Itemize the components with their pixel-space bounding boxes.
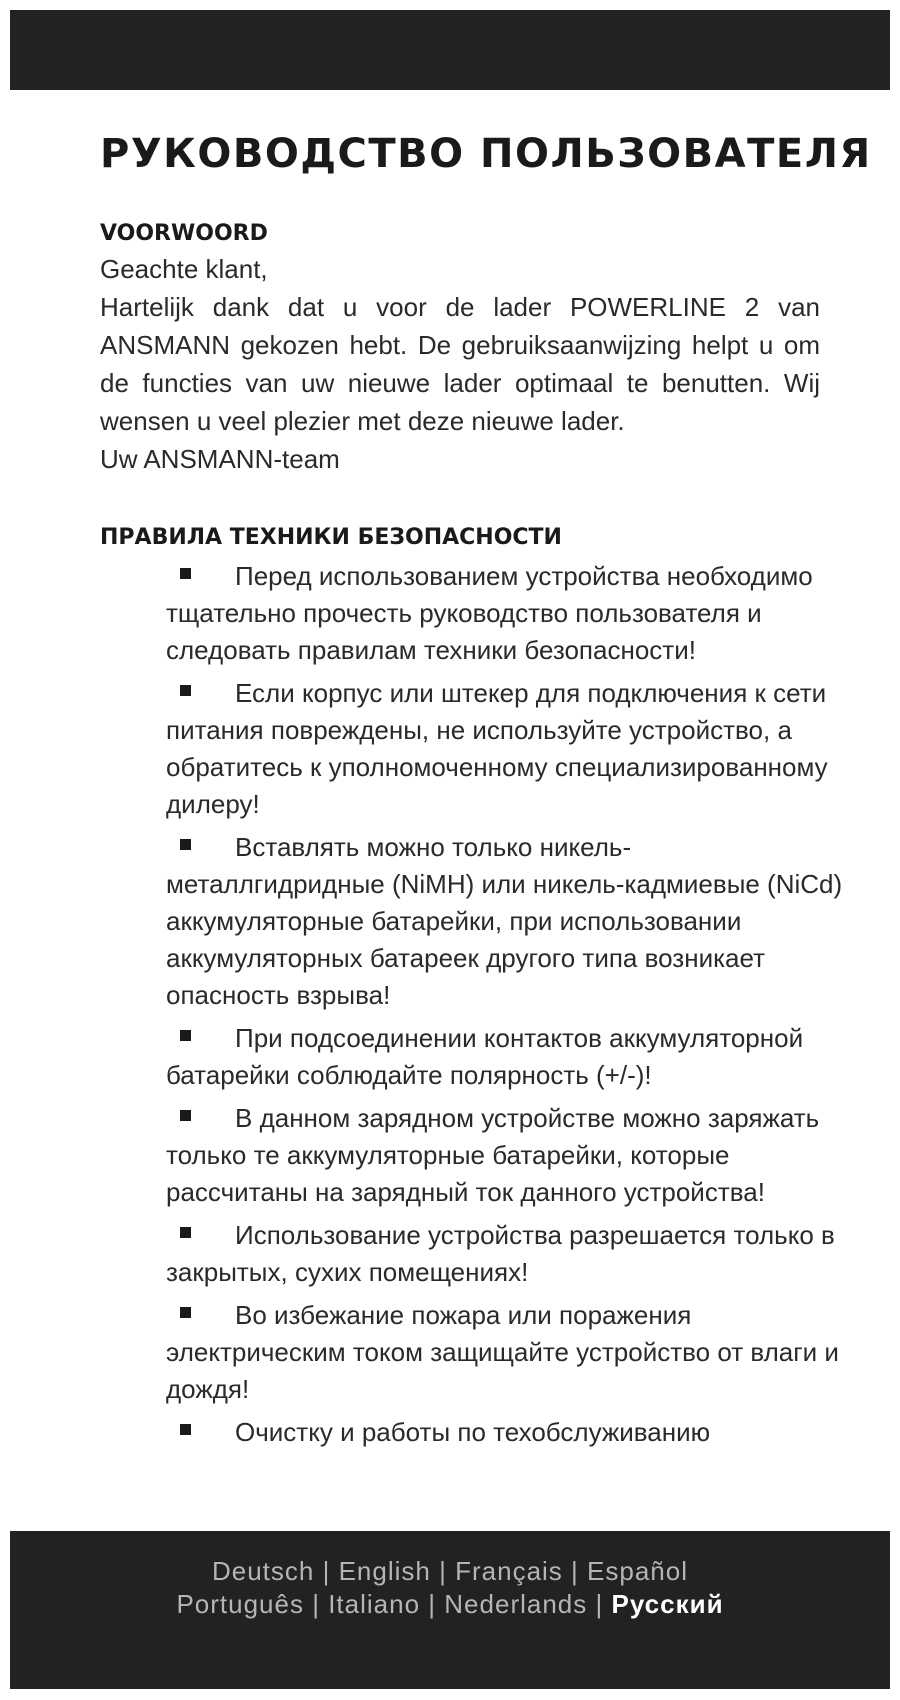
safety-rule-text: При подсоединении контактов аккумуляторной батарейки соблюдайте полярность (+/-)! <box>166 1023 804 1090</box>
top-banner <box>10 10 890 90</box>
square-bullet-icon <box>180 1030 191 1041</box>
language-separator: | <box>428 1589 437 1619</box>
safety-rule <box>166 1297 846 1408</box>
square-bullet-icon <box>180 685 191 696</box>
foreword-signature: Uw ANSMANN-team <box>100 444 340 474</box>
language-separator: | <box>312 1589 320 1619</box>
language-link-espanol[interactable]: Español <box>587 1556 689 1586</box>
foreword-body: Hartelijk dank dat u voor de lader POWERLINE 2 van ANSMANN gekozen hebt. De gebruiksaanwijzing helpt u om de functies van uw nieuwe lader optimaal te benutten. Wij wensen u veel plezier met deze nieuwe lader. <box>100 292 820 436</box>
foreword-greeting: Geachte klant, <box>100 254 268 284</box>
safety-heading: ПРАВИЛА ТЕХНИКИ БЕЗОПАСНОСТИ <box>100 525 562 550</box>
language-link-francais[interactable]: Français <box>455 1556 563 1586</box>
safety-rule <box>166 1100 846 1211</box>
language-row-2 <box>0 1587 900 1621</box>
language-row-1 <box>0 1554 900 1588</box>
language-separator: | <box>322 1556 331 1586</box>
safety-rule-text: Если корпус или штекер для подключения к сети питания повреждены, не используйте устройство, а обратитесь к уполномоченному специализированному дилеру! <box>166 678 828 819</box>
language-separator: | <box>439 1556 447 1586</box>
language-link-nederlands[interactable]: Nederlands <box>444 1589 588 1619</box>
safety-rule-text: Перед использованием устройства необходимо тщательно прочесть руководство пользователя и следовать правилам техники безопасности! <box>166 561 813 665</box>
safety-rule-text: Вставлять можно только никель-металлгидридные (NiMH) или никель-кадмиевые (NiCd) аккумуляторные батарейки, при использовании аккумуляторных батареек другого типа возникает опасность взрыва! <box>166 832 843 1010</box>
safety-rule-text: В данном зарядном устройстве можно заряжать только те аккумуляторные батарейки, которые рассчитаны на зарядный ток данного устройства! <box>166 1103 820 1207</box>
foreword-text <box>100 250 820 478</box>
safety-rule-text: Использование устройства разрешается только в закрытых, сухих помещениях! <box>166 1220 835 1287</box>
language-link-deutsch[interactable]: Deutsch <box>211 1556 315 1586</box>
safety-rule-text: Во избежание пожара или поражения электрическим током защищайте устройство от влаги и дождя! <box>166 1300 839 1404</box>
safety-rule <box>166 829 846 1014</box>
foreword-heading: VOORWOORD <box>100 221 268 246</box>
safety-rule <box>166 1414 846 1451</box>
square-bullet-icon <box>180 839 191 850</box>
safety-section <box>100 522 843 1451</box>
square-bullet-icon <box>180 1227 191 1238</box>
language-link-russkiy-active[interactable]: Русский <box>611 1589 724 1619</box>
foreword-section <box>100 218 820 478</box>
square-bullet-icon <box>180 1110 191 1121</box>
square-bullet-icon <box>180 568 191 579</box>
language-separator: | <box>595 1589 604 1619</box>
safety-rule-text: Очистку и работы по техобслуживанию <box>235 1417 711 1447</box>
safety-rule <box>166 1217 846 1291</box>
square-bullet-icon <box>180 1307 191 1318</box>
page-title: РУКОВОДСТВО ПОЛЬЗОВАТЕЛЯ <box>100 131 872 177</box>
safety-rule <box>166 558 846 669</box>
language-link-english[interactable]: English <box>338 1556 431 1586</box>
language-separator: | <box>571 1556 579 1586</box>
safety-rule <box>166 1020 846 1094</box>
language-link-portugues[interactable]: Português <box>176 1589 304 1619</box>
document-content <box>100 130 872 1457</box>
square-bullet-icon <box>180 1424 191 1435</box>
safety-rule <box>166 675 846 823</box>
language-link-italiano[interactable]: Italiano <box>328 1589 421 1619</box>
safety-rules-list <box>166 558 846 1451</box>
